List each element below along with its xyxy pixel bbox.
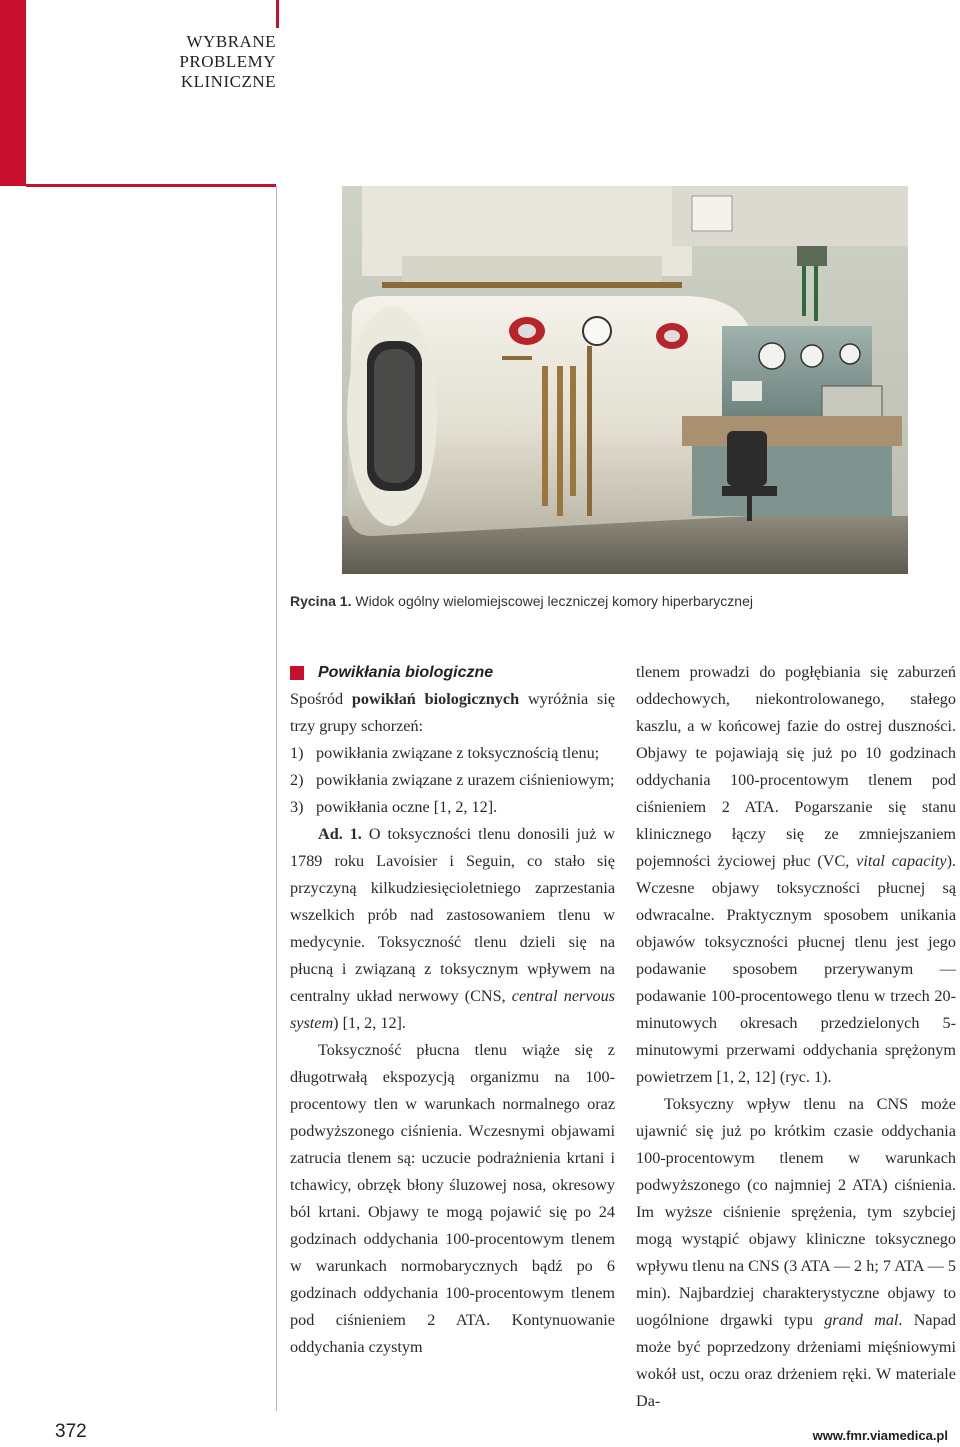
list-text: powikłania oczne [1, 2, 12].	[316, 798, 498, 816]
intro-text: Spośród	[290, 690, 352, 708]
ad-text-end: ) [1, 2, 12].	[333, 1014, 406, 1032]
paragraph-text-end: . Napad może być poprzedzony drżeniami mięśniowymi wokół ust, oczu oraz drżeniem ręki. W materiale Da-	[636, 1311, 956, 1410]
website-link[interactable]: www.fmr.viamedica.pl	[812, 1428, 948, 1443]
section-label	[179, 32, 276, 92]
figure-caption-text: Widok ogólny wielomiejscowej leczniczej komory hiperbarycznej	[351, 593, 753, 609]
paragraph-italic-text: vital capacity	[856, 852, 947, 870]
intro-bold-text: powikłań biologicznych	[351, 690, 520, 708]
list-item	[290, 794, 615, 821]
figure-caption-label: Rycina 1.	[290, 593, 352, 609]
paragraph: Toksyczność płucna tlenu wiąże się z długotrwałą ekspozycją organizmu na 100-procentowy tlen w warunkach normalnego oraz podwyższonego ciśnienia. Wczesnymi objawami zatrucia tlenem są: uczucie podrażnienia krtani i tchawicy, obrzęk błony śluzowej nosa, okresowy ból krtani. Objawy te mogą pojawić się po 24 godzinach oddychania 100-procentowym tlenem w warunkach normobarycznych bądź po 6 godzinach oddychania 100-procentowym tlenem pod ciśnieniem 2 ATA. Kontynuowanie oddychania czystym	[290, 1041, 615, 1356]
list-text: powikłania związane z toksycznością tlenu;	[316, 744, 600, 762]
paragraph-text: tlenem prowadzi do pogłębiania się zaburzeń oddechowych, niekontrolowanego, stałego kaszlu, a w końcowej fazie do ostrej duszności. Objawy te pojawiają się już po 10 godzinach oddychania 100-procentowym tlenem pod ciśnieniem 2 ATA. Pogarszanie się stanu klinicznego łączy się ze zmniejszaniem pojemności życiowej płuc (VC,	[636, 663, 956, 870]
list-number: 1)	[290, 744, 304, 762]
intro-text-end: wyróżnia się trzy grupy schorzeń:	[290, 690, 615, 735]
paragraph	[636, 1091, 956, 1415]
red-accent-bar	[0, 0, 26, 186]
list-number: 2)	[290, 771, 304, 789]
section-label-line: PROBLEMY	[179, 52, 276, 71]
left-column	[290, 659, 615, 1361]
ad-text: O toksyczności tlenu donosili już w 1789 roku Lavoisier i Seguin, co stało się przyczyną kilkudziesięcioletniego zaprzestania wszelkich prób nad zastosowaniem tlenu w medycynie. Toksyczność tlenu dzieli się na płucną i związaną z toksycznym wpływem na centralny układ nerwowy (CNS,	[290, 825, 615, 1005]
section-heading	[290, 659, 615, 686]
paragraph-text: Toksyczny wpływ tlenu na CNS może ujawnić się już po krótkim czasie oddychania 100-procentowym tlenem w warunkach podwyższonego (co najmniej 2 ATA) ciśnienia. Im wyższe ciśnienie sprężenia, tym szybciej mogą wystąpić objawy kliniczne toksycznego wpływu tlenu na CNS (3 ATA — 2 h; 7 ATA — 5 min). Najbardziej charakterystyczne objawy to uogólnione drgawki typu	[636, 1095, 956, 1329]
ad-paragraph	[290, 821, 615, 1037]
ad-italic-text: central nervous system	[290, 987, 615, 1032]
column-divider	[276, 186, 277, 1411]
list-text: powikłania związane z urazem ciśnieniowym;	[316, 771, 615, 789]
paragraph-italic-text: grand mal	[824, 1311, 899, 1329]
section-label-line: KLINICZNE	[180, 72, 276, 91]
hyperbaric-chamber-photo	[342, 186, 908, 574]
right-column	[636, 659, 956, 1415]
page-number: 372	[55, 1421, 87, 1442]
ad-label: Ad. 1.	[318, 825, 362, 843]
section-heading-text: Powikłania biologiczne	[318, 664, 494, 681]
red-square-bullet-icon	[290, 666, 304, 680]
intro-paragraph	[290, 686, 615, 740]
section-label-line: WYBRANE	[186, 32, 276, 51]
red-accent-line	[26, 184, 276, 187]
paragraph	[636, 659, 956, 1091]
list-number: 3)	[290, 798, 304, 816]
red-accent-tick	[276, 0, 279, 28]
list-item	[290, 767, 615, 794]
list-item	[290, 740, 615, 767]
paragraph-text-end: ). Wczesne objawy toksyczności płucnej są odwracalne. Praktycznym sposobem unikania objawów toksyczności płucnej tlenu jest jego podawanie sposobem przerywanym — podawanie 100-procentowego tlenu w trzech 20-minutowych okresach przedzielonych 5-minutowymi przerwami oddychania sprężonym powietrzem [1, 2, 12] (ryc. 1).	[636, 852, 956, 1086]
figure-caption	[290, 593, 930, 609]
